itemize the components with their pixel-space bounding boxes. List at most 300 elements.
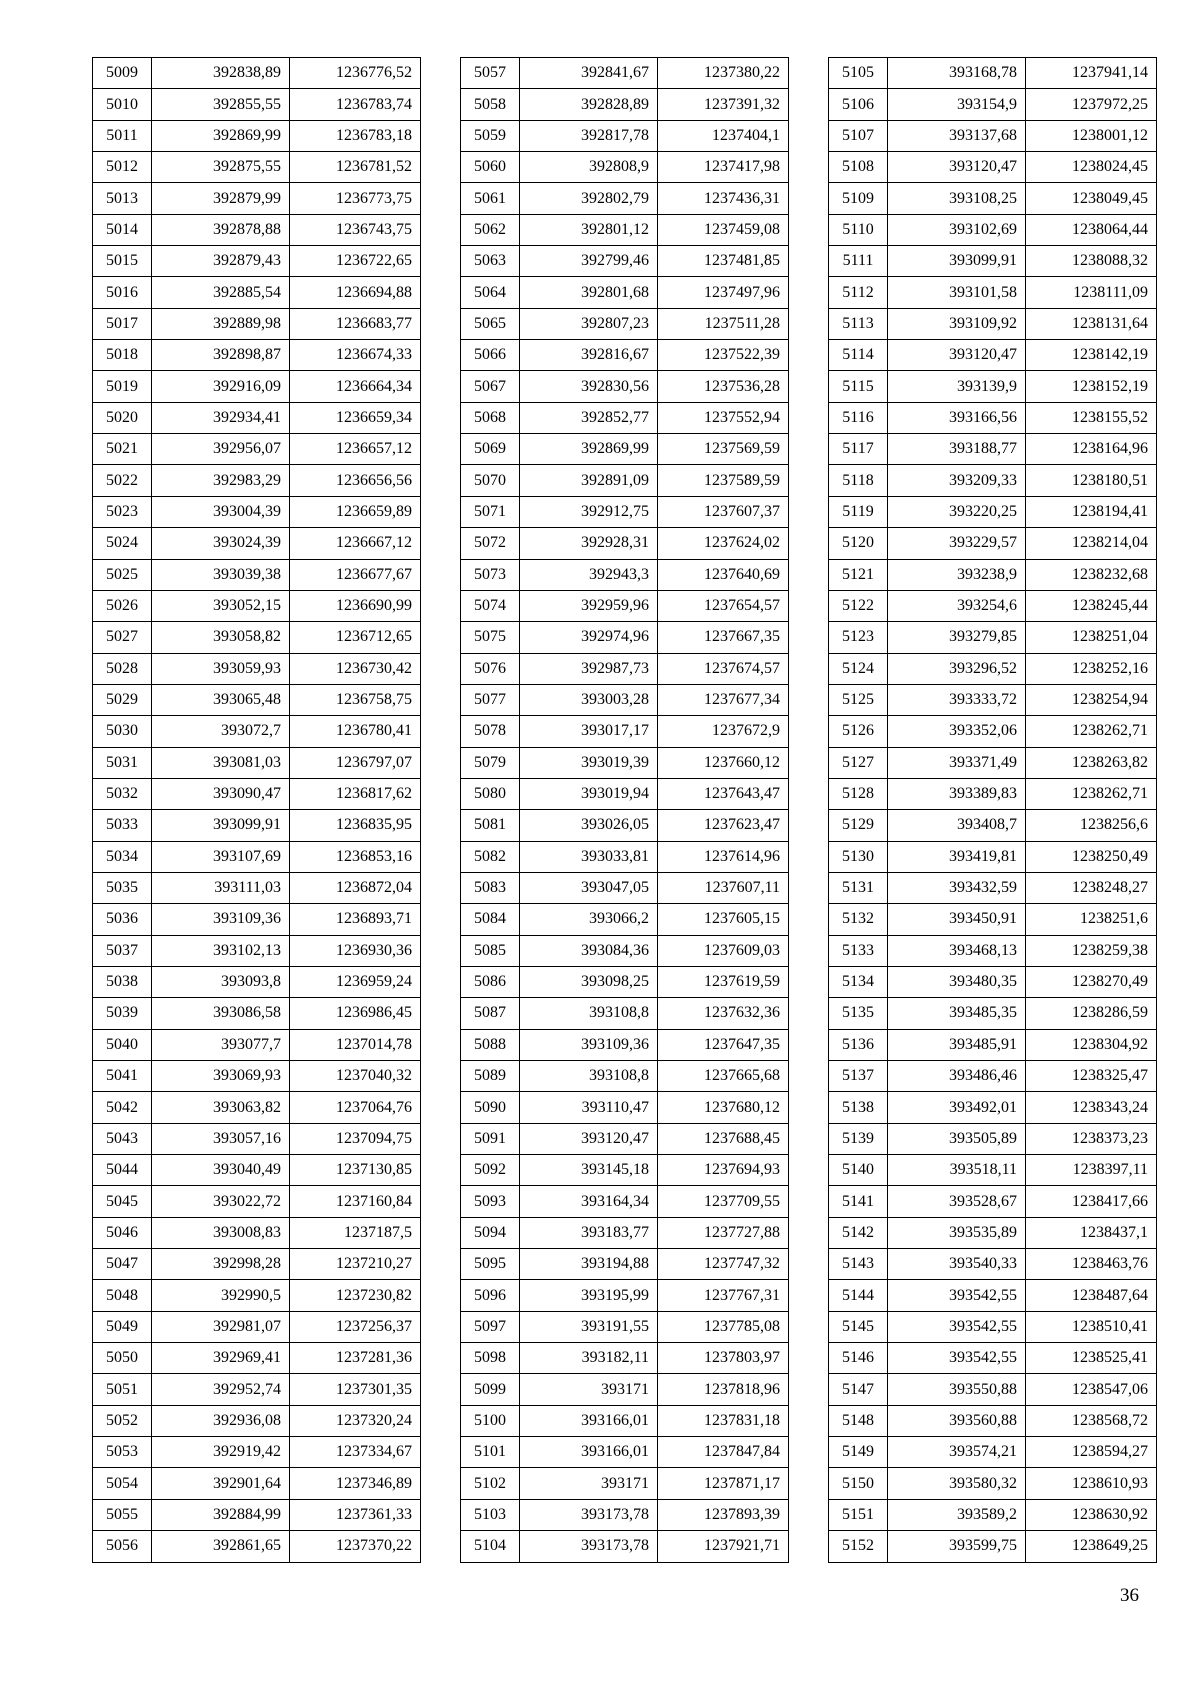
table-row: [93, 872, 421, 903]
x-coordinate-cell: 393099,91: [888, 246, 1026, 277]
x-coordinate-cell: 393279,85: [888, 622, 1026, 653]
table-row: [829, 1311, 1157, 1342]
table-row: [93, 1499, 421, 1530]
y-coordinate-cell: 1238259,38: [1026, 935, 1157, 966]
x-coordinate-cell: 392998,28: [152, 1249, 290, 1280]
point-number-cell: 5105: [829, 58, 888, 89]
table-row: [461, 559, 789, 590]
table-row: [93, 966, 421, 997]
y-coordinate-cell: 1237404,1: [658, 120, 789, 151]
y-coordinate-cell: 1237417,98: [658, 152, 789, 183]
table-row: [829, 1405, 1157, 1436]
point-number-cell: 5148: [829, 1405, 888, 1436]
y-coordinate-cell: 1237941,14: [1026, 58, 1157, 89]
y-coordinate-cell: 1236722,65: [290, 246, 421, 277]
table-row: [93, 434, 421, 465]
table-row: [93, 308, 421, 339]
point-number-cell: 5131: [829, 872, 888, 903]
table-row: [461, 183, 789, 214]
y-coordinate-cell: 1237624,02: [658, 528, 789, 559]
point-number-cell: 5066: [461, 340, 520, 371]
x-coordinate-cell: 393171: [520, 1468, 658, 1499]
y-coordinate-cell: 1237605,15: [658, 904, 789, 935]
table-row: [93, 1249, 421, 1280]
y-coordinate-cell: 1238214,04: [1026, 528, 1157, 559]
y-coordinate-cell: 1236674,33: [290, 340, 421, 371]
table-row: [461, 152, 789, 183]
x-coordinate-cell: 392952,74: [152, 1374, 290, 1405]
table-row: [829, 966, 1157, 997]
x-coordinate-cell: 392828,89: [520, 89, 658, 120]
x-coordinate-cell: 393110,47: [520, 1092, 658, 1123]
y-coordinate-cell: 1238194,41: [1026, 496, 1157, 527]
y-coordinate-cell: 1238152,19: [1026, 371, 1157, 402]
x-coordinate-cell: 392802,79: [520, 183, 658, 214]
point-number-cell: 5117: [829, 434, 888, 465]
point-number-cell: 5143: [829, 1249, 888, 1280]
table-row: [93, 1155, 421, 1186]
table-row: [461, 1499, 789, 1530]
x-coordinate-cell: 392817,78: [520, 120, 658, 151]
x-coordinate-cell: 393108,8: [520, 998, 658, 1029]
point-number-cell: 5011: [93, 120, 152, 151]
x-coordinate-cell: 393171: [520, 1374, 658, 1405]
point-number-cell: 5046: [93, 1217, 152, 1248]
table-row: [461, 1186, 789, 1217]
table-row: [461, 1311, 789, 1342]
y-coordinate-cell: 1238256,6: [1026, 810, 1157, 841]
point-number-cell: 5016: [93, 277, 152, 308]
x-coordinate-cell: 393485,35: [888, 998, 1026, 1029]
table-row: [93, 402, 421, 433]
point-number-cell: 5020: [93, 402, 152, 433]
y-coordinate-cell: 1237831,18: [658, 1405, 789, 1436]
point-number-cell: 5054: [93, 1468, 152, 1499]
table-row: [93, 1468, 421, 1499]
y-coordinate-cell: 1237607,11: [658, 872, 789, 903]
y-coordinate-cell: 1236758,75: [290, 684, 421, 715]
table-row: [461, 998, 789, 1029]
x-coordinate-cell: 393066,2: [520, 904, 658, 935]
point-number-cell: 5103: [461, 1499, 520, 1530]
x-coordinate-cell: 393022,72: [152, 1186, 290, 1217]
point-number-cell: 5130: [829, 841, 888, 872]
table-row: [93, 496, 421, 527]
coordinates-table-2: [460, 57, 789, 1563]
point-number-cell: 5068: [461, 402, 520, 433]
point-number-cell: 5146: [829, 1343, 888, 1374]
x-coordinate-cell: 392987,73: [520, 653, 658, 684]
table-row: [461, 904, 789, 935]
table-row: [93, 1123, 421, 1154]
table-row: [461, 214, 789, 245]
table-row: [829, 559, 1157, 590]
y-coordinate-cell: 1238397,11: [1026, 1155, 1157, 1186]
point-number-cell: 5043: [93, 1123, 152, 1154]
point-number-cell: 5112: [829, 277, 888, 308]
table-row: [461, 434, 789, 465]
point-number-cell: 5132: [829, 904, 888, 935]
y-coordinate-cell: 1237688,45: [658, 1123, 789, 1154]
page-number: 36: [1120, 1585, 1139, 1606]
y-coordinate-cell: 1236835,95: [290, 810, 421, 841]
y-coordinate-cell: 1237632,36: [658, 998, 789, 1029]
x-coordinate-cell: 392956,07: [152, 434, 290, 465]
point-number-cell: 5076: [461, 653, 520, 684]
point-number-cell: 5075: [461, 622, 520, 653]
x-coordinate-cell: 393408,7: [888, 810, 1026, 841]
y-coordinate-cell: 1238304,92: [1026, 1029, 1157, 1060]
point-number-cell: 5015: [93, 246, 152, 277]
point-number-cell: 5107: [829, 120, 888, 151]
point-number-cell: 5089: [461, 1061, 520, 1092]
x-coordinate-cell: 392875,55: [152, 152, 290, 183]
y-coordinate-cell: 1237767,31: [658, 1280, 789, 1311]
y-coordinate-cell: 1238343,24: [1026, 1092, 1157, 1123]
point-number-cell: 5116: [829, 402, 888, 433]
x-coordinate-cell: 393107,69: [152, 841, 290, 872]
point-number-cell: 5136: [829, 1029, 888, 1060]
point-number-cell: 5023: [93, 496, 152, 527]
table-row: [829, 1186, 1157, 1217]
y-coordinate-cell: 1238373,23: [1026, 1123, 1157, 1154]
table-row: [829, 590, 1157, 621]
point-number-cell: 5119: [829, 496, 888, 527]
x-coordinate-cell: 392990,5: [152, 1280, 290, 1311]
x-coordinate-cell: 393550,88: [888, 1374, 1026, 1405]
y-coordinate-cell: 1237130,85: [290, 1155, 421, 1186]
point-number-cell: 5041: [93, 1061, 152, 1092]
y-coordinate-cell: 1237785,08: [658, 1311, 789, 1342]
x-coordinate-cell: 392981,07: [152, 1311, 290, 1342]
x-coordinate-cell: 393109,92: [888, 308, 1026, 339]
x-coordinate-cell: 392891,09: [520, 465, 658, 496]
point-number-cell: 5052: [93, 1405, 152, 1436]
point-number-cell: 5088: [461, 1029, 520, 1060]
table-row: [829, 653, 1157, 684]
point-number-cell: 5056: [93, 1531, 152, 1562]
x-coordinate-cell: 392808,9: [520, 152, 658, 183]
point-number-cell: 5050: [93, 1343, 152, 1374]
y-coordinate-cell: 1238088,32: [1026, 246, 1157, 277]
y-coordinate-cell: 1237281,36: [290, 1343, 421, 1374]
x-coordinate-cell: 393492,01: [888, 1092, 1026, 1123]
table-row: [461, 340, 789, 371]
point-number-cell: 5074: [461, 590, 520, 621]
point-number-cell: 5019: [93, 371, 152, 402]
y-coordinate-cell: 1236664,34: [290, 371, 421, 402]
point-number-cell: 5084: [461, 904, 520, 935]
x-coordinate-cell: 392869,99: [152, 120, 290, 151]
point-number-cell: 5029: [93, 684, 152, 715]
y-coordinate-cell: 1237370,22: [290, 1531, 421, 1562]
table-row: [829, 684, 1157, 715]
y-coordinate-cell: 1238131,64: [1026, 308, 1157, 339]
y-coordinate-cell: 1238250,49: [1026, 841, 1157, 872]
table-row: [461, 1405, 789, 1436]
x-coordinate-cell: 392936,08: [152, 1405, 290, 1436]
x-coordinate-cell: 393065,48: [152, 684, 290, 715]
y-coordinate-cell: 1237680,12: [658, 1092, 789, 1123]
table-row: [461, 778, 789, 809]
y-coordinate-cell: 1238417,66: [1026, 1186, 1157, 1217]
x-coordinate-cell: 393086,58: [152, 998, 290, 1029]
x-coordinate-cell: 392799,46: [520, 246, 658, 277]
y-coordinate-cell: 1236817,62: [290, 778, 421, 809]
y-coordinate-cell: 1238325,47: [1026, 1061, 1157, 1092]
table-row: [461, 1343, 789, 1374]
y-coordinate-cell: 1236930,36: [290, 935, 421, 966]
point-number-cell: 5038: [93, 966, 152, 997]
point-number-cell: 5022: [93, 465, 152, 496]
y-coordinate-cell: 1238594,27: [1026, 1437, 1157, 1468]
table-row: [829, 935, 1157, 966]
point-number-cell: 5128: [829, 778, 888, 809]
y-coordinate-cell: 1238024,45: [1026, 152, 1157, 183]
y-coordinate-cell: 1237320,24: [290, 1405, 421, 1436]
y-coordinate-cell: 1237677,34: [658, 684, 789, 715]
table-row: [93, 622, 421, 653]
table-row: [829, 402, 1157, 433]
x-coordinate-cell: 393017,17: [520, 716, 658, 747]
x-coordinate-cell: 393063,82: [152, 1092, 290, 1123]
point-number-cell: 5096: [461, 1280, 520, 1311]
table-row: [829, 528, 1157, 559]
y-coordinate-cell: 1237589,59: [658, 465, 789, 496]
table-row: [829, 1374, 1157, 1405]
y-coordinate-cell: 1237040,32: [290, 1061, 421, 1092]
table-row: [461, 747, 789, 778]
y-coordinate-cell: 1238155,52: [1026, 402, 1157, 433]
table-row: [93, 778, 421, 809]
point-number-cell: 5078: [461, 716, 520, 747]
point-number-cell: 5120: [829, 528, 888, 559]
table-row: [93, 528, 421, 559]
table-row: [461, 1437, 789, 1468]
y-coordinate-cell: 1237614,96: [658, 841, 789, 872]
x-coordinate-cell: 393296,52: [888, 653, 1026, 684]
point-number-cell: 5127: [829, 747, 888, 778]
y-coordinate-cell: 1236694,88: [290, 277, 421, 308]
y-coordinate-cell: 1237727,88: [658, 1217, 789, 1248]
point-number-cell: 5057: [461, 58, 520, 89]
point-number-cell: 5110: [829, 214, 888, 245]
x-coordinate-cell: 392943,3: [520, 559, 658, 590]
y-coordinate-cell: 1238510,41: [1026, 1311, 1157, 1342]
table-row: [461, 1092, 789, 1123]
y-coordinate-cell: 1238263,82: [1026, 747, 1157, 778]
point-number-cell: 5100: [461, 1405, 520, 1436]
table-row: [93, 841, 421, 872]
y-coordinate-cell: 1238049,45: [1026, 183, 1157, 214]
y-coordinate-cell: 1236667,12: [290, 528, 421, 559]
y-coordinate-cell: 1236659,89: [290, 496, 421, 527]
x-coordinate-cell: 392928,31: [520, 528, 658, 559]
table-row: [93, 935, 421, 966]
point-number-cell: 5141: [829, 1186, 888, 1217]
y-coordinate-cell: 1237301,35: [290, 1374, 421, 1405]
x-coordinate-cell: 393040,49: [152, 1155, 290, 1186]
x-coordinate-cell: 393468,13: [888, 935, 1026, 966]
y-coordinate-cell: 1236683,77: [290, 308, 421, 339]
point-number-cell: 5073: [461, 559, 520, 590]
table-row: [93, 1531, 421, 1562]
x-coordinate-cell: 393528,67: [888, 1186, 1026, 1217]
y-coordinate-cell: 1236986,45: [290, 998, 421, 1029]
point-number-cell: 5123: [829, 622, 888, 653]
y-coordinate-cell: 1237643,47: [658, 778, 789, 809]
table-row: [93, 214, 421, 245]
x-coordinate-cell: 392974,96: [520, 622, 658, 653]
table-row: [829, 622, 1157, 653]
table-row: [461, 716, 789, 747]
y-coordinate-cell: 1237709,55: [658, 1186, 789, 1217]
x-coordinate-cell: 393109,36: [152, 904, 290, 935]
point-number-cell: 5063: [461, 246, 520, 277]
x-coordinate-cell: 392884,99: [152, 1499, 290, 1530]
table-row: [829, 277, 1157, 308]
x-coordinate-cell: 392901,64: [152, 1468, 290, 1499]
x-coordinate-cell: 393057,16: [152, 1123, 290, 1154]
y-coordinate-cell: 1237694,93: [658, 1155, 789, 1186]
point-number-cell: 5145: [829, 1311, 888, 1342]
y-coordinate-cell: 1236690,99: [290, 590, 421, 621]
x-coordinate-cell: 393098,25: [520, 966, 658, 997]
x-coordinate-cell: 393004,39: [152, 496, 290, 527]
coordinates-table-3: [828, 57, 1157, 1563]
y-coordinate-cell: 1237160,84: [290, 1186, 421, 1217]
table-row: [93, 747, 421, 778]
point-number-cell: 5151: [829, 1499, 888, 1530]
point-number-cell: 5035: [93, 872, 152, 903]
table-row: [829, 1092, 1157, 1123]
table-row: [461, 1531, 789, 1562]
table-row: [93, 1092, 421, 1123]
x-coordinate-cell: 392801,68: [520, 277, 658, 308]
y-coordinate-cell: 1238610,93: [1026, 1468, 1157, 1499]
x-coordinate-cell: 392830,56: [520, 371, 658, 402]
table-row: [93, 716, 421, 747]
y-coordinate-cell: 1238649,25: [1026, 1531, 1157, 1562]
point-number-cell: 5137: [829, 1061, 888, 1092]
x-coordinate-cell: 393542,55: [888, 1343, 1026, 1374]
point-number-cell: 5045: [93, 1186, 152, 1217]
table-row: [829, 1468, 1157, 1499]
y-coordinate-cell: 1237522,39: [658, 340, 789, 371]
x-coordinate-cell: 393580,32: [888, 1468, 1026, 1499]
table-row: [829, 89, 1157, 120]
point-number-cell: 5033: [93, 810, 152, 841]
table-row: [829, 841, 1157, 872]
y-coordinate-cell: 1238525,41: [1026, 1343, 1157, 1374]
x-coordinate-cell: 392869,99: [520, 434, 658, 465]
table-row: [461, 120, 789, 151]
x-coordinate-cell: 393188,77: [888, 434, 1026, 465]
y-coordinate-cell: 1236893,71: [290, 904, 421, 935]
x-coordinate-cell: 393024,39: [152, 528, 290, 559]
y-coordinate-cell: 1236677,67: [290, 559, 421, 590]
x-coordinate-cell: 393191,55: [520, 1311, 658, 1342]
point-number-cell: 5017: [93, 308, 152, 339]
table-row: [93, 340, 421, 371]
y-coordinate-cell: 1237654,57: [658, 590, 789, 621]
point-number-cell: 5129: [829, 810, 888, 841]
y-coordinate-cell: 1237665,68: [658, 1061, 789, 1092]
x-coordinate-cell: 393084,36: [520, 935, 658, 966]
x-coordinate-cell: 393108,8: [520, 1061, 658, 1092]
x-coordinate-cell: 393058,82: [152, 622, 290, 653]
x-coordinate-cell: 393220,25: [888, 496, 1026, 527]
y-coordinate-cell: 1236780,41: [290, 716, 421, 747]
y-coordinate-cell: 1237893,39: [658, 1499, 789, 1530]
table-row: [93, 1029, 421, 1060]
point-number-cell: 5121: [829, 559, 888, 590]
table-row: [93, 1374, 421, 1405]
x-coordinate-cell: 393333,72: [888, 684, 1026, 715]
x-coordinate-cell: 393560,88: [888, 1405, 1026, 1436]
table-row: [461, 841, 789, 872]
x-coordinate-cell: 393154,9: [888, 89, 1026, 120]
table-row: [461, 622, 789, 653]
point-number-cell: 5051: [93, 1374, 152, 1405]
y-coordinate-cell: 1238437,1: [1026, 1217, 1157, 1248]
x-coordinate-cell: 393238,9: [888, 559, 1026, 590]
point-number-cell: 5077: [461, 684, 520, 715]
table-row: [461, 58, 789, 89]
point-number-cell: 5028: [93, 653, 152, 684]
x-coordinate-cell: 392885,54: [152, 277, 290, 308]
x-coordinate-cell: 393166,56: [888, 402, 1026, 433]
point-number-cell: 5079: [461, 747, 520, 778]
point-number-cell: 5118: [829, 465, 888, 496]
x-coordinate-cell: 393003,28: [520, 684, 658, 715]
point-number-cell: 5139: [829, 1123, 888, 1154]
x-coordinate-cell: 393542,55: [888, 1280, 1026, 1311]
x-coordinate-cell: 392983,29: [152, 465, 290, 496]
y-coordinate-cell: 1236959,24: [290, 966, 421, 997]
table-row: [461, 590, 789, 621]
table-row: [829, 1437, 1157, 1468]
point-number-cell: 5010: [93, 89, 152, 120]
x-coordinate-cell: 392807,23: [520, 308, 658, 339]
x-coordinate-cell: 392969,41: [152, 1343, 290, 1374]
x-coordinate-cell: 393518,11: [888, 1155, 1026, 1186]
table-row: [93, 371, 421, 402]
x-coordinate-cell: 393194,88: [520, 1249, 658, 1280]
point-number-cell: 5102: [461, 1468, 520, 1499]
table-row: [461, 1249, 789, 1280]
y-coordinate-cell: 1236730,42: [290, 653, 421, 684]
point-number-cell: 5025: [93, 559, 152, 590]
point-number-cell: 5133: [829, 935, 888, 966]
table-row: [829, 1061, 1157, 1092]
x-coordinate-cell: 392878,88: [152, 214, 290, 245]
point-number-cell: 5071: [461, 496, 520, 527]
table-row: [829, 434, 1157, 465]
y-coordinate-cell: 1237256,37: [290, 1311, 421, 1342]
point-number-cell: 5039: [93, 998, 152, 1029]
point-number-cell: 5049: [93, 1311, 152, 1342]
table-row: [829, 465, 1157, 496]
point-number-cell: 5126: [829, 716, 888, 747]
y-coordinate-cell: 1238270,49: [1026, 966, 1157, 997]
point-number-cell: 5115: [829, 371, 888, 402]
point-number-cell: 5059: [461, 120, 520, 151]
table-row: [829, 340, 1157, 371]
table-row: [829, 998, 1157, 1029]
y-coordinate-cell: 1237094,75: [290, 1123, 421, 1154]
y-coordinate-cell: 1237361,33: [290, 1499, 421, 1530]
